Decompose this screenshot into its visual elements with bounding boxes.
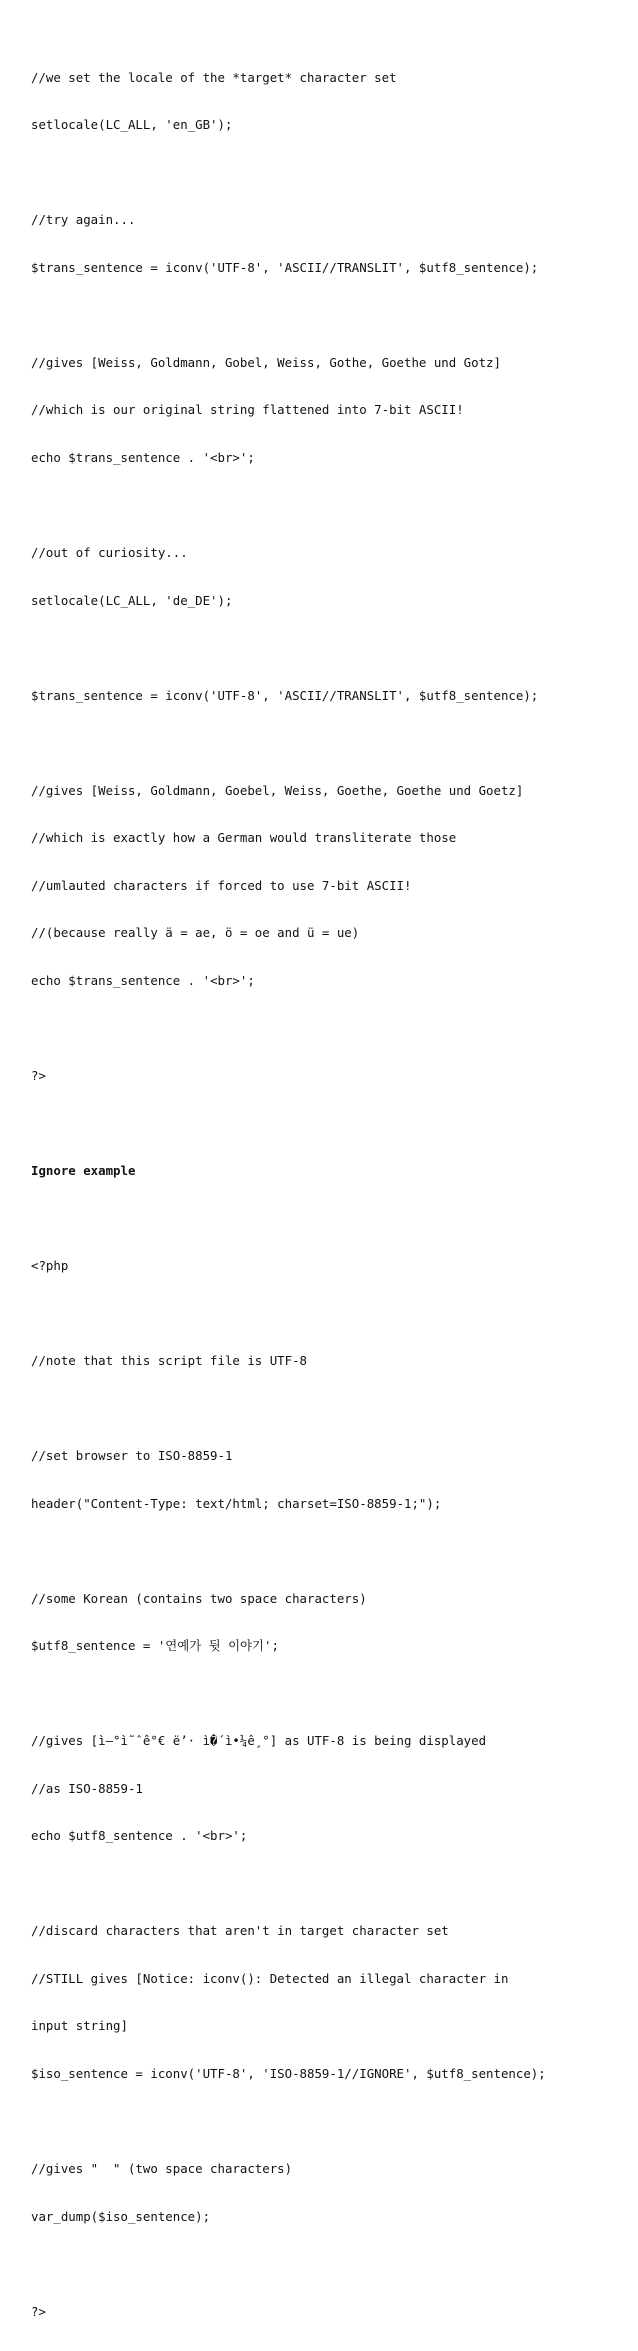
blank-line	[31, 1210, 631, 1226]
code-line: $trans_sentence = iconv('UTF-8', 'ASCII//TRANSLIT', $utf8_sentence);	[31, 259, 539, 275]
code-line: //as ISO-8859-1	[31, 1780, 143, 1796]
blank-line	[31, 1401, 631, 1417]
blank-line	[31, 1115, 631, 1131]
blank-line	[31, 1876, 631, 1892]
code-line: var_dump($iso_sentence);	[31, 2208, 211, 2224]
blank-line	[31, 2256, 631, 2272]
code-line: //set browser to ISO-8859-1	[31, 1448, 233, 1464]
code-line: //some Korean (contains two space characters)	[31, 1590, 367, 1606]
blank-line	[31, 165, 631, 181]
code-line: //note that this script file is UTF-8	[31, 1353, 308, 1369]
code-line: echo $trans_sentence . '<br>';	[31, 449, 255, 465]
code-line: input string]	[31, 2018, 128, 2034]
code-line: //umlauted characters if forced to use 7-bit ASCII!	[31, 877, 412, 893]
code-line: echo $utf8_sentence . '<br>';	[31, 1828, 248, 1844]
blank-line	[31, 735, 631, 751]
code-line: //which is exactly how a German would transliterate those	[31, 830, 457, 846]
code-line: //gives " " (two space characters)	[31, 2161, 293, 2177]
code-line: //STILL gives [Notice: iconv(): Detected an illegal character in	[31, 1970, 509, 1986]
blank-line	[31, 497, 631, 513]
code-line: //gives [Weiss, Goldmann, Goebel, Weiss, Goethe, Goethe und Goetz]	[31, 782, 524, 798]
code-line: setlocale(LC_ALL, 'en_GB');	[31, 117, 233, 133]
blank-line	[31, 1020, 631, 1036]
code-line: echo $trans_sentence . '<br>';	[31, 972, 255, 988]
code-line: $utf8_sentence = '연예가 뒷 이야기';	[31, 1638, 279, 1654]
code-line: //we set the locale of the *target* character set	[31, 69, 397, 85]
code-line: //gives [ì—°ì˜ˆê°€ ë’· ì�´ì•¼ê¸°] as UTF-8 is being displayed	[31, 1733, 487, 1749]
blank-line	[31, 1306, 631, 1322]
blank-line	[31, 1686, 631, 1702]
code-line: $trans_sentence = iconv('UTF-8', 'ASCII//TRANSLIT', $utf8_sentence);	[31, 687, 539, 703]
code-line: <?php	[31, 1257, 69, 1273]
blank-line	[31, 2114, 631, 2130]
code-line: ?>	[31, 1067, 46, 1083]
code-line: $iso_sentence = iconv('UTF-8', 'ISO-8859-1//IGNORE', $utf8_sentence);	[31, 2066, 546, 2081]
code-line: setlocale(LC_ALL, 'de_DE');	[31, 592, 233, 608]
blank-line	[31, 307, 631, 323]
blank-line	[31, 640, 631, 656]
code-line: //which is our original string flattened into 7-bit ASCII!	[31, 402, 464, 418]
code-listing	[31, 38, 631, 2351]
code-line: //try again...	[31, 212, 136, 228]
code-line: //(because really ä = ae, ö = oe and ü = ue)	[31, 925, 360, 941]
blank-line	[31, 1543, 631, 1559]
code-line: ?>	[31, 2303, 46, 2319]
code-line: //out of curiosity...	[31, 545, 188, 560]
code-line: header("Content-Type: text/html; charset=ISO-8859-1;");	[31, 1495, 442, 1511]
section-heading: Ignore example	[31, 1162, 136, 1178]
code-line: //discard characters that aren't in target character set	[31, 1923, 449, 1939]
code-line: //gives [Weiss, Goldmann, Gobel, Weiss, Gothe, Goethe und Gotz]	[31, 354, 501, 370]
